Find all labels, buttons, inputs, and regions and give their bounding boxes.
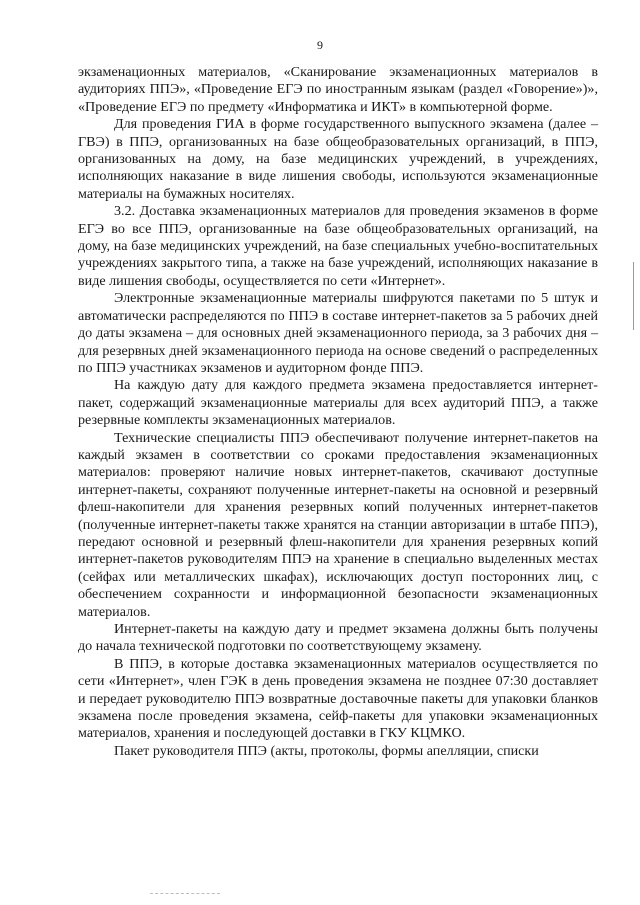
paragraph-manager-package: Пакет руководителя ППЭ (акты, протоколы, формы апелляции, списки <box>114 742 539 759</box>
scan-artifact-dots <box>150 893 220 895</box>
scan-artifact-line <box>633 262 634 330</box>
page-number: 9 <box>317 38 323 52</box>
paragraph-gve-materials: Для проведения ГИА в форме государственного выпускного экзамена (далее – ГВЭ) в ППЭ, организованных на базе общеобразовательных организаций, в ППЭ, организованных на дому, на базе медицинских учреждений, в учреждениях, исполняющих наказание в виде лишения свободы, используются экзаменационные материалы на бумажных носителях. <box>78 116 598 202</box>
paragraph-gek-member: В ППЭ, в которые доставка экзаменационных материалов осуществляется по сети «Интернет», член ГЭК в день проведения экзамена не позднее 07:30 доставляет и передает руководителю ППЭ возвратные доставочные пакеты для упаковки бланков экзамена после проведения экзамена, сейф-пакеты для упаковки экзаменационных материалов, хранения и последующей доставки в ГКУ КЦМКО. <box>78 655 598 742</box>
paragraph-technical-specialists: Технические специалисты ППЭ обеспечивают получение интернет-пакетов на каждый экзамен в соответствии со сроками предоставления экзаменационных материалов: проверяют наличие новых интернет-пакетов, скачивают доступные интернет-пакеты, сохраняют полученные интернет-пакеты на основной и резервный флеш-накопители для хранения резервных копий полученных интернет-пакетов (полученные интернет-пакеты также хранятся на станции авторизации в штабе ППЭ), передают основной и резервный флеш-накопители для хранения резервных копий интернет-пакетов руководителям ППЭ на хранение в специально выделенных местах (сейфах или металлических шкафах), исключающих доступ посторонних лиц, с обеспечением сохранности и информационной безопасности экзаменационных материалов. <box>78 429 598 620</box>
paragraph-packages-deadline: Интернет-пакеты на каждую дату и предмет экзамена должны быть получены до начала технической подготовки по соответствующему экзамену. <box>78 621 598 655</box>
paragraph-continuation: экзаменационных материалов, «Сканирование экзаменационных материалов в аудиториях ППЭ», «Проведение ЕГЭ по иностранным языкам (раздел «Говорение»)», «Проведение ЕГЭ по предмету «Информатика и ИКТ» в компьютерной форме. <box>78 64 598 115</box>
paragraph-electronic-materials: Электронные экзаменационные материалы шифруются пакетами по 5 штук и автоматически распределяются по ППЭ в составе интернет-пакетов за 5 рабочих дней до даты экзамена – для основных дней экзаменационного периода, за 3 рабочих дня – для резервных дней экзаменационного периода на основе сведений о распределенных по ППЭ участниках экзаменов и аудиторном фонде ППЭ. <box>78 290 598 376</box>
document-body <box>78 64 598 760</box>
paragraph-section-3-2: 3.2. Доставка экзаменационных материалов для проведения экзаменов в форме ЕГЭ во все ППЭ, организованные на базе общеобразовательных организаций, на дому, на базе медицинских учреждений, на базе специальных учебно-воспитательных учреждениях закрытого типа, а также на базе учреждений, исполняющих наказание в виде лишения свободы, осуществляется по сети «Интернет». <box>78 203 598 289</box>
paragraph-internet-package: На каждую дату для каждого предмета экзамена предоставляется интернет-пакет, содержащий экзаменационные материалы для всех аудиторий ППЭ, а также резервные комплекты экзаменационных материалов. <box>78 377 598 429</box>
